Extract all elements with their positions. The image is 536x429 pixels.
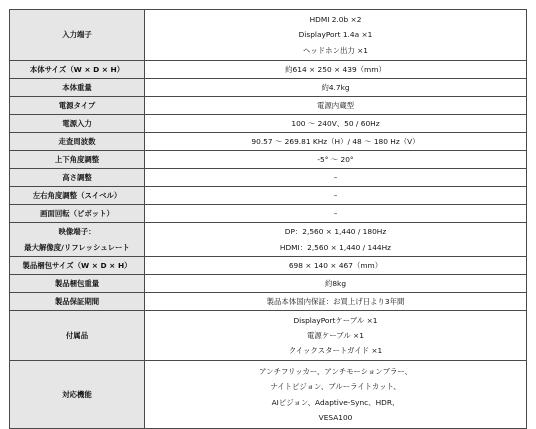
spec-label (10, 205, 145, 223)
spec-row (10, 61, 527, 79)
spec-value (145, 275, 527, 293)
spec-row (10, 79, 527, 97)
spec-value-line: 90.57 ～ 269.81 KHz（H）/ 48 ～ 180 Hz（V） (251, 136, 420, 146)
spec-value-line: HDMI 2.0b ×2 (309, 15, 362, 25)
spec-value (145, 361, 527, 429)
spec-value-line: 100 ～ 240V、50 / 60Hz (291, 118, 380, 128)
spec-label-line: 本体重量 (62, 82, 92, 92)
spec-label (10, 361, 145, 429)
spec-value-line: 698 × 140 × 467（mm） (288, 260, 383, 270)
spec-value (145, 115, 527, 133)
spec-label (10, 223, 145, 257)
spec-label-line: 左右角度調整（スイベル） (32, 190, 122, 200)
spec-table-body (10, 10, 527, 429)
spec-label-line: 映像端子： (58, 227, 96, 237)
spec-label-line: 上下角度調整 (54, 154, 100, 164)
spec-value-line: 電源内蔵型 (317, 100, 354, 110)
spec-value (145, 61, 527, 79)
spec-value (145, 257, 527, 275)
spec-value (145, 151, 527, 169)
spec-row (10, 10, 527, 61)
spec-value (145, 79, 527, 97)
spec-value (145, 205, 527, 223)
spec-label-line: 電源タイプ (58, 100, 96, 110)
spec-value-line: クイックスタートガイド ×1 (288, 346, 383, 356)
spec-row (10, 311, 527, 361)
spec-value (145, 187, 527, 205)
spec-label-line: 製品保証期間 (54, 296, 100, 306)
spec-value-line: ヘッドホン出力 ×1 (303, 45, 368, 55)
spec-value (145, 133, 527, 151)
spec-row (10, 293, 527, 311)
spec-label-line: 最大解像度/リフレッシュレート (24, 242, 130, 252)
spec-value (145, 293, 527, 311)
spec-label-line: 対応機能 (62, 389, 92, 399)
spec-row (10, 97, 527, 115)
spec-label (10, 187, 145, 205)
spec-value-line: DP：2,560 × 1,440 / 180Hz (284, 227, 387, 237)
spec-value-line: HDMI：2,560 × 1,440 / 144Hz (279, 242, 392, 252)
spec-value (145, 223, 527, 257)
spec-label (10, 275, 145, 293)
spec-value-line: 電源ケーブル ×1 (307, 330, 364, 340)
spec-label (10, 97, 145, 115)
spec-row (10, 257, 527, 275)
spec-table (9, 9, 527, 429)
spec-value-line: – (333, 172, 338, 182)
spec-value (145, 311, 527, 361)
spec-label-line: 製品梱包重量 (54, 278, 100, 288)
spec-row (10, 133, 527, 151)
spec-label-line: 画面回転（ピボット） (40, 208, 114, 218)
spec-row (10, 115, 527, 133)
spec-value-line: – (333, 190, 338, 200)
spec-label-line: 製品梱包サイズ（W × D × H） (22, 260, 132, 270)
spec-row (10, 151, 527, 169)
spec-value-line: 約4.7kg (321, 82, 350, 92)
spec-label (10, 10, 145, 61)
spec-value-line: 約8kg (324, 278, 347, 288)
spec-value-line: アンチフリッカー、アンチモーションブラー、 (259, 367, 412, 377)
spec-value-line: 約614 × 250 × 439（mm） (285, 64, 386, 74)
spec-row (10, 361, 527, 429)
spec-label-line: 高さ調整 (62, 172, 92, 182)
spec-value-line: DisplayPort 1.4a ×1 (298, 30, 373, 40)
spec-value (145, 10, 527, 61)
spec-label (10, 293, 145, 311)
spec-label-line: 入力端子 (62, 30, 92, 40)
spec-value-line: – (333, 208, 338, 218)
spec-value-line: -5° ～ 20° (317, 154, 354, 164)
spec-row (10, 169, 527, 187)
spec-value-line: AIビジョン、Adaptive-Sync、HDR、 (271, 397, 400, 407)
spec-label (10, 311, 145, 361)
spec-label (10, 79, 145, 97)
spec-label-line: 電源入力 (62, 118, 92, 128)
spec-value (145, 97, 527, 115)
spec-label (10, 115, 145, 133)
spec-value-line: VESA100 (318, 412, 353, 422)
spec-value-line: DisplayPortケーブル ×1 (293, 315, 378, 325)
spec-value (145, 169, 527, 187)
spec-label-line: 付属品 (65, 330, 89, 340)
spec-label (10, 133, 145, 151)
spec-row (10, 205, 527, 223)
spec-label (10, 151, 145, 169)
spec-label (10, 257, 145, 275)
spec-label-line: 走査周波数 (58, 136, 96, 146)
spec-row (10, 223, 527, 257)
spec-label (10, 61, 145, 79)
spec-label-line: 本体サイズ（W × D × H） (29, 64, 125, 74)
spec-value-line: 製品本体国内保証：お買上げ日より3年間 (266, 296, 405, 306)
spec-row (10, 275, 527, 293)
spec-value-line: ナイトビジョン、ブルーライトカット、 (270, 382, 401, 392)
spec-row (10, 187, 527, 205)
spec-label (10, 169, 145, 187)
